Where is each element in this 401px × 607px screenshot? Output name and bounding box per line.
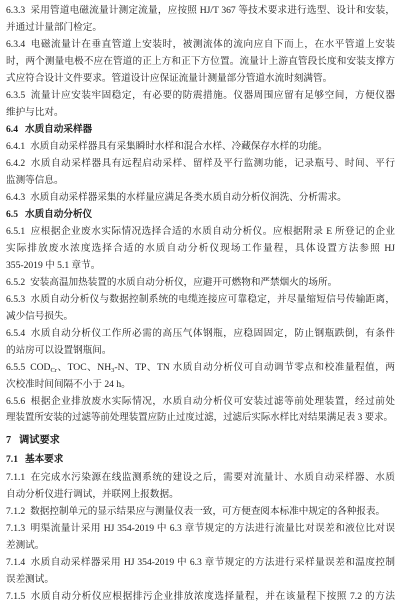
section-title: 水质自动分析仪 bbox=[25, 209, 93, 220]
clause-6-4-2 bbox=[6, 155, 395, 189]
section-heading bbox=[6, 121, 395, 138]
clause-line bbox=[6, 359, 395, 376]
clause-line bbox=[6, 469, 395, 486]
clause-line bbox=[6, 87, 395, 104]
subscript-text: 3 bbox=[111, 366, 115, 374]
clause-text: COD bbox=[30, 362, 51, 373]
clause-text: 根据企业排放废水实际情况，水质自动分析仪可安装过滤等前处理装置，经过前处 bbox=[30, 396, 395, 407]
section-title: 水质自动采样器 bbox=[25, 124, 93, 135]
clause-text: 明渠流量计采用 HJ 354-2019 中 6.3 章节规定的方法进行流量比对误差和液位比对误 bbox=[30, 523, 395, 534]
clause-text: 流量计应安装牢固稳定，有必要的防震措施。仪器周围应留有足够空间，方便仪器 bbox=[30, 90, 395, 101]
clause-6-5-2 bbox=[6, 274, 395, 291]
clause-line bbox=[6, 36, 395, 53]
clause-text: 水质自动分析仪应根据排污企业排放浓度选择量程，并在该量程下按照 7.2 的方法 bbox=[30, 591, 395, 602]
chapter-number: 7 bbox=[6, 435, 12, 446]
clause-number: 7.1.2 bbox=[6, 506, 26, 517]
clause-text: 电磁流量计在垂直管道上安装时，被测流体的流向应自下而上，在水平管道上安装 bbox=[30, 39, 395, 50]
clause-6-5-4 bbox=[6, 325, 395, 359]
clause-number: 7.1.3 bbox=[6, 523, 26, 534]
clause-line bbox=[6, 588, 395, 605]
clause-number: 6.5.6 bbox=[6, 396, 26, 407]
clause-7-1-4 bbox=[6, 554, 395, 588]
clause-text: 水质自动分析仪工作所必需的高压气体钢瓶，应稳固固定，防止钢瓶跌倒，有条件 bbox=[30, 328, 395, 339]
clause-line: 差测试。 bbox=[6, 540, 45, 551]
section-6-3-continued bbox=[6, 2, 395, 121]
section-number: 6.5 bbox=[6, 209, 18, 220]
clause-6-3-4 bbox=[6, 36, 395, 87]
clause-line: 自动分析仪进行调试，并联网上报数据。 bbox=[6, 489, 179, 500]
clause-number: 6.4.2 bbox=[6, 158, 26, 169]
clause-text: 数据控制单元的显示结果应与测量仪表一致，可方便查阅本标准中规定的各种报表。 bbox=[30, 506, 386, 517]
chapter-title: 调试要求 bbox=[19, 435, 60, 446]
clause-number: 6.3.3 bbox=[6, 5, 26, 16]
clause-line: 次校准时间间隔不小于 24 h。 bbox=[6, 379, 131, 390]
clause-line bbox=[6, 503, 395, 520]
clause-6-3-3 bbox=[6, 2, 395, 36]
clause-text: 水质自动采样器采集的水样量应满足各类水质自动分析仪润洗、分析需求。 bbox=[30, 192, 347, 203]
clause-line bbox=[6, 189, 395, 206]
section-6-5 bbox=[6, 206, 395, 427]
clause-7-1-3 bbox=[6, 520, 395, 554]
clause-number: 7.1.4 bbox=[6, 557, 26, 568]
clause-text: 、TOC、NH bbox=[56, 362, 112, 373]
clause-text: 应根据企业废水实际情况选择合适的水质自动分析仪。应根据附录 E 所登记的企业 bbox=[30, 226, 395, 237]
clause-number: 7.1.1 bbox=[6, 472, 26, 483]
clause-line bbox=[6, 291, 395, 308]
clause-line bbox=[6, 138, 395, 155]
clause-line bbox=[6, 393, 395, 410]
clause-text: -N、TP、TN 水质自动分析仪可自动调节零点和校准量程值，两 bbox=[114, 362, 395, 373]
clause-text: 水质自动分析仪与数据控制系统的电缆连接应可靠稳定，并尽量缩短信号传输距离， bbox=[30, 294, 395, 305]
clause-line bbox=[6, 554, 395, 571]
clause-number: 6.3.4 bbox=[6, 39, 26, 50]
clause-line: 实际排放废水浓度选择合适的水质自动分析仪现场工作量程，具体设置方法参照 HJ bbox=[6, 243, 395, 254]
clause-6-4-3 bbox=[6, 189, 395, 206]
clause-6-5-6 bbox=[6, 393, 395, 427]
clause-number: 7.1.5 bbox=[6, 591, 26, 602]
clause-line bbox=[6, 2, 395, 19]
clause-line bbox=[6, 223, 395, 240]
clause-number: 6.5.5 bbox=[6, 362, 26, 373]
clause-line bbox=[6, 155, 395, 172]
clause-7-1-1 bbox=[6, 469, 395, 503]
section-heading bbox=[6, 451, 395, 468]
clause-text: 采用管道电磁流量计测定流量，应按照 HJ/T 367 等技术要求进行选型、设计和安装， bbox=[30, 5, 395, 16]
clause-7-1-5 bbox=[6, 588, 395, 605]
chapter-7 bbox=[6, 432, 395, 605]
clause-number: 6.5.4 bbox=[6, 328, 26, 339]
clause-6-5-1 bbox=[6, 223, 395, 274]
clause-number: 6.4.3 bbox=[6, 192, 26, 203]
section-number: 6.4 bbox=[6, 124, 18, 135]
clause-line: 误差测试。 bbox=[6, 574, 54, 585]
clause-7-1-2 bbox=[6, 503, 395, 520]
clause-text: 安装高温加热装置的水质自动分析仪，应避开可燃物和严禁烟火的场所。 bbox=[30, 277, 338, 288]
clause-number: 6.5.2 bbox=[6, 277, 26, 288]
section-6-4 bbox=[6, 121, 395, 206]
section-number: 7.1 bbox=[6, 454, 18, 465]
clause-line bbox=[6, 274, 395, 291]
clause-line: 并通过计量部门检定。 bbox=[6, 22, 102, 33]
clause-line: 时，两个测量电极不应在管道的正上方和正下方位置。流量计上游直管段长度和安装支撑方 bbox=[6, 56, 395, 67]
clause-6-3-5 bbox=[6, 87, 395, 121]
section-heading bbox=[6, 206, 395, 223]
clause-number: 6.5.3 bbox=[6, 294, 26, 305]
clause-line: 的站房可以设置钢瓶间。 bbox=[6, 345, 112, 356]
clause-number: 6.4.1 bbox=[6, 141, 26, 152]
clause-line: 减少信号损失。 bbox=[6, 311, 74, 322]
clause-line: 维护与比对。 bbox=[6, 107, 64, 118]
chapter-heading bbox=[6, 432, 395, 449]
subscript-text: Cr bbox=[50, 366, 57, 374]
clause-text: 水质自动采样器具有远程启动采样、留样及平行监测功能，记录瓶号、时间、平行 bbox=[30, 158, 395, 169]
clause-6-5-5 bbox=[6, 359, 395, 393]
clause-line: 监测等信息。 bbox=[6, 175, 64, 186]
clause-6-4-1 bbox=[6, 138, 395, 155]
clause-number: 6.3.5 bbox=[6, 90, 26, 101]
clause-text: 水质自动采样器采用 HJ 354-2019 中 6.3 章节规定的方法进行采样量误差和温度控制 bbox=[30, 557, 395, 568]
clause-line bbox=[6, 520, 395, 537]
clause-text: 水质自动采样器具有采集瞬时水样和混合水样、冷藏保存水样的功能。 bbox=[30, 141, 328, 152]
clause-6-5-3 bbox=[6, 291, 395, 325]
clause-line bbox=[6, 325, 395, 342]
clause-text: 在完成水污染源在线监测系统的建设之后，需要对流量计、水质自动采样器、水质 bbox=[30, 472, 395, 483]
clause-line: 理装置所安装的过滤等前处理装置应防止过度过滤，过滤后实际水样比对结果满足表 3 要求。 bbox=[6, 413, 393, 423]
clause-line: 式应符合设计文件要求。管道设计应保证流量计测量部分管道水流时刻满管。 bbox=[6, 73, 333, 84]
clause-number: 6.5.1 bbox=[6, 226, 26, 237]
section-title: 基本要求 bbox=[25, 454, 64, 465]
clause-line: 355-2019 中 5.1 章节。 bbox=[6, 260, 101, 271]
